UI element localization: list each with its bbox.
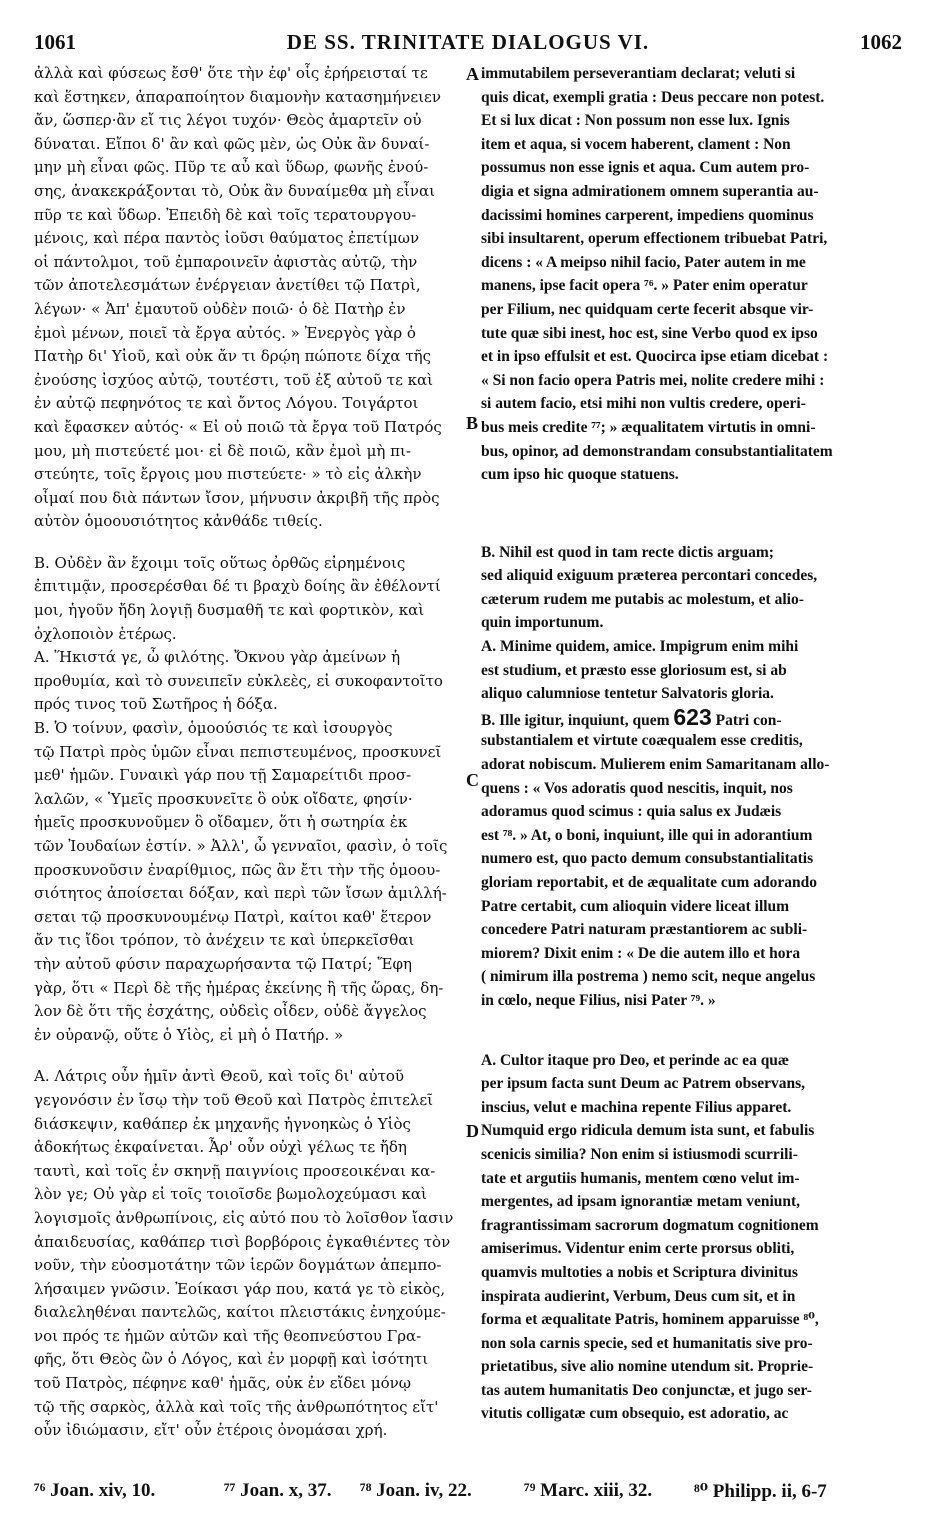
text-line: σιότητος ἀποίσεται δόξαν, καὶ περὶ τῶν ἴσων ἁμιλλή- [34, 884, 447, 903]
text-line: λαλῶν, « Ὑμεῖς προσκυνεῖτε ὃ οὐκ οἴδατε, φησίν· [34, 789, 413, 808]
text-line: inscius, velut e machina repente Filius apparet. [481, 1098, 792, 1116]
text-line: fragrantissimam sacrorum dogmatum cognitionem [481, 1216, 819, 1234]
text-line: adorat nobiscum. Mulierem enim Samaritanam allo- [481, 756, 830, 774]
text-line: στεύητε, τοῖς ἔργοις μου πιστεύετε· » τὸ εἰς ἀλκὴν [34, 465, 422, 484]
text-line: ἄν, ὥσπερ·ἂν εἴ τις λέγοι τυχόν· Θεὸς ἁμαρτεῖν οὐ [34, 111, 422, 130]
text-line: sed aliquid exiguum præterea percontari concedes, [481, 567, 818, 585]
text-line: καὶ ἕστηκεν, ἀπαραποίητον διαμονὴν κατασημήνειεν [34, 87, 441, 106]
text-line: quin importunum. [481, 614, 604, 632]
text-line: prietatibus, sive alio nomine utendum sit. Proprie- [481, 1358, 814, 1376]
text-line: σεται τῷ προσκυνουμένῳ Πατρὶ, καίτοι καθ' ἕτερον [34, 907, 432, 926]
text-line: est ⁷⁸. » At, o boni, inquiunt, ille qui in adorantium [481, 826, 813, 844]
text-line: τοῦ Πατρὸς, πέφηνε καθ' ἡμᾶς, οὐκ ἐν εἴδει μόνῳ [34, 1374, 411, 1393]
page-header [34, 30, 902, 60]
text-line: οὖν ἰδιώμασιν, εἴτ' οὖν ἑτέροις ὀνομάσαι χρή. [34, 1421, 388, 1440]
text-line: ἐν οὐρανῷ, οὔτε ὁ Υἱὸς, εἰ μὴ ὁ Πατήρ. » [34, 1025, 344, 1044]
text-line: non sola carnis specie, sed et humanitatis sive pro- [481, 1334, 813, 1352]
text-line: Πατὴρ δι' Υἱοῦ, καὶ οὐκ ἄν τι δρῴη πώποτε δίχα τῆς [34, 347, 432, 366]
text-line: νοι πρός τε ἡμῶν αὐτῶν καὶ τῆς θεοπνεύστου Γρα- [34, 1326, 422, 1345]
text-line: αὐτὸν ὁμοουσιότητος κἀνθάδε τιθείς. [34, 512, 323, 531]
text-line: in cœlo, neque Filius, nisi Pater ⁷⁹. » [481, 991, 716, 1009]
margin-letter-a: A [466, 64, 479, 84]
paragraph-gap [34, 1047, 466, 1065]
text-line: μοι, ἡγοῦν ἤδη λογιῇ δυσμαθῆ τε καὶ φορτικὸν, καὶ [34, 601, 425, 620]
text-line: λογισμοῖς ἀνθρωπίνοις, εἰς αὐτό που τὸ λοῖσθον ἴασιν [34, 1208, 454, 1227]
text-line: μην μὴ εἶναι φῶς. Πῦρ τε αὖ καὶ ὕδωρ, φωνῆς ἐνού- [34, 158, 429, 177]
text-line: cæterum rudem me putabis ac molestum, et alio- [481, 590, 804, 608]
text-line: si autem facio, etsi mihi non vultis credere, operi- [481, 395, 806, 413]
text-line: substantialem et virtute coæqualem esse creditis, [481, 732, 803, 750]
text-line: μου, μὴ πιστεύετέ μοι· εἰ δὲ ποιῶ, κἂν ἐμοὶ μὴ πι- [34, 441, 411, 460]
text-line: immutabilem perseverantiam declarat; veluti si [481, 65, 796, 82]
text-line: cum ipso hic quoque statuens. [481, 466, 679, 484]
text-line: per Filium, nec quidquam certe fecerit absque vir- [481, 300, 814, 318]
text-line: B. Ὁ τοίνυν, φασὶν, ὁμοούσιός τε καὶ ἰσουργὸς [34, 719, 393, 738]
page-number-left: 1061 [34, 30, 76, 54]
text-line: λον δὲ ὅτι τῆς ἐσχάτης, οὐδεὶς οἶδεν, οὐδὲ ἄγγελος [34, 1002, 427, 1021]
text-line: gloriam reportabit, et de æqualitate cum adorando [481, 874, 817, 891]
text-line: quens : « Vos adoratis quod nescitis, inquit, nos [481, 779, 793, 797]
text-line: forma et æqualitate Patris, hominem apparuisse ⁸⁰, [481, 1311, 819, 1329]
text-line: νοῦν, τὴν εὐοσμοτάτην τῶν ἱερῶν δογμάτων ἀπεμπο- [34, 1256, 442, 1275]
text-line: et in ipso effulsit et est. Quocirca ipse etiam dicebat : [481, 348, 829, 366]
text-line: adoramus quod scimus : quia salus ex Judæis [481, 803, 782, 821]
running-title: DE SS. TRINITATE DIALOGUS VI. [286, 30, 650, 54]
text-line: A. Λάτρις οὖν ἡμῖν ἀντὶ Θεοῦ, καὶ τοῖς δι' αὐτοῦ [34, 1067, 405, 1086]
page-number-right: 1062 [860, 30, 902, 54]
paragraph-gap [481, 1013, 902, 1031]
text-line: οἶμαί που διὰ πάντων ἴσον, μήνυσιν ἀκριβῆ τῆς πρὸς [34, 488, 440, 507]
text-line: bus, opinor, ad demonstrandam consubstantialitatem [481, 442, 833, 460]
text-line: λήσαιμεν γνῶσιν. Ἐοίκασι γάρ που, κατά γε τὸ εἰκὸς, [34, 1279, 446, 1298]
text-line: mergentes, ad ipsam ignorantiæ metam veniunt, [481, 1193, 801, 1211]
text-line: τῷ Πατρὶ πρὸς ὑμῶν εἶναι πεπιστευμένος, προσκυνεῖ [34, 742, 442, 761]
text-line: Numquid ergo ridicula demum ista sunt, et fabulis [481, 1122, 815, 1140]
text-line: scenicis similia? Non enim si istiusmodi scurrili- [481, 1145, 798, 1163]
text-line: πῦρ τε καὶ ὕδωρ. Ἐπειδὴ δὲ καὶ τοῖς τερατουργου- [34, 205, 417, 224]
text-line: A. Minime quidem, amice. Impigrum enim mihi [481, 638, 799, 656]
text-line: inspirata audierint, Verbum, Deus cum sit, et in [481, 1287, 796, 1305]
greek-text-column [34, 62, 466, 1443]
paragraph-gap [34, 534, 466, 552]
text-line: B. Ille igitur, inquiunt, quem 623 Patri con- [481, 703, 782, 730]
footnote: ⁷⁸ Joan. iv, 22. [360, 1480, 472, 1501]
text-line: μεθ' ἡμῶν. Γυναικὶ γάρ που τῇ Σαμαρείτιδι προσ- [34, 766, 412, 785]
text-line: λὸν γε; Οὐ γὰρ εἰ τοῖς τοιοῖσδε βωμολοχεύμασι καὶ [34, 1185, 427, 1204]
text-line: σης, ἀνακεκράξονται τὸ, Οὐκ ἂν δυναίμεθα μὴ εἶναι [34, 181, 435, 200]
text-line: καὶ ἔφασκεν αὐτός· « Εἰ οὐ ποιῶ τὰ ἔργα τοῦ Πατρός [34, 417, 442, 436]
paragraph-gap [481, 505, 902, 523]
text-line: προσκυνοῦσιν ἐναρίθμιος, πῶς ἂν ἔτι τὴν τῆς ὁμοου- [34, 860, 441, 879]
text-line: φῆς, ὅτι Θεὸς ὢν ὁ Λόγος, καὶ ἐν μορφῇ καὶ ἰσότητι [34, 1350, 429, 1369]
text-line: B. Οὐδὲν ἂν ἔχοιμι τοῖς οὕτως ὀρθῶς εἰρημένοις [34, 553, 406, 572]
margin-letter-c: C [466, 770, 479, 790]
text-line: γεγονόσιν ἐν ἴσῳ τὴν τοῦ Θεοῦ καὶ Πατρὸς ἐπιτελεῖ [34, 1090, 434, 1109]
paragraph-gap [481, 523, 902, 541]
text-line: ἐνούσης ἰσχύος αὐτῷ, τουτέστι, τοῦ ἐξ αὐτοῦ τε καὶ [34, 370, 434, 389]
text-line: concedere Patri naturam præstantiorem ac subli- [481, 921, 808, 939]
text-line: A. Ἥκιστά γε, ὦ φιλότης. Ὄκνου γὰρ ἀμείνων ἡ [34, 648, 401, 667]
text-line: ( nimirum illa postrema ) nemo scit, neque angelus [481, 968, 816, 986]
text-line: ἀδοκήτως ἐκφαίνεται. Ἆρ' οὖν οὐχὶ γέλως τε ἤδη [34, 1138, 407, 1157]
latin-text-column [481, 62, 902, 1426]
text-line: τὴν αὐτοῦ φύσιν παραχωρήσαντα τῷ Πατρί; Ἔφη [34, 954, 412, 973]
text-line: digia et signa admirationem omnem superantia au- [481, 182, 819, 200]
text-line: dicens : « A meipso nihil facio, Pater autem in me [481, 253, 806, 271]
text-line: aliquo calumniose tentetur Salvatoris gloria. [481, 685, 774, 703]
text-line: ἀλλὰ καὶ φύσεως ἔσθ' ὅτε τὴν ἐφ' οἷς ἐρήρεισταί τε [34, 64, 428, 82]
footnote: ⁸⁰ Philipp. ii, 6-7 [694, 1481, 827, 1502]
paragraph-gap [481, 487, 902, 505]
text-line: amiserimus. Videntur enim certe prorsus obliti, [481, 1240, 795, 1258]
text-line: τῷ τῆς σαρκὸς, ἀλλὰ καὶ τοῖς τῆς ἀνθρωπότητος εἴτ' [34, 1397, 439, 1416]
text-line: ταυτὶ, καὶ τοῖς ἐν σκηνῇ παιγνίοις προσεοικέναι κα- [34, 1161, 436, 1180]
text-line: λέγων· « Ἀπ' ἐμαυτοῦ οὐδὲν ποιῶ· ὁ δὲ Πατὴρ ἐν [34, 299, 406, 318]
text-line: possumus non esse ignis et aqua. Cum autem pro- [481, 159, 810, 177]
text-line: οἱ πάντολμοι, τοῦ ἐμπαροινεῖν ἀφιστὰς αὐτῷ, τὴν [34, 252, 418, 271]
text-line: ἀπαιδευσίας, καθάπερ τισὶ βορβόροις ἐγκαθιέντες τὸν [34, 1232, 451, 1251]
margin-letter-b: B [466, 413, 479, 433]
text-line: sibi insultarent, operum effectionem tribuebat Patri, [481, 230, 828, 248]
text-line: tas autem humanitatis Deo conjunctæ, et jugo ser- [481, 1381, 812, 1399]
text-line: dacissimi homines carperent, impediens quominus [481, 206, 814, 224]
text-line: διαλεληθέναι παντελῶς, καίτοι πλειστάκις ἐνηχούμε- [34, 1303, 446, 1322]
text-line: Et si lux dicat : Non possum non esse lux. Ignis [481, 112, 790, 130]
text-line: ἐπιτιμᾷν, προσερέσθαι δέ τι βραχὺ δοίης ἂν ἐθέλοντί [34, 577, 441, 596]
text-line: ἄν τις ἴδοι τρόπον, τὸ ἀνέχειν τε καὶ ὑπερκεῖσθαι [34, 931, 415, 950]
text-line: ὀχλοποιὸν ἑτέρως. [34, 624, 177, 643]
text-line: μένοις, καὶ πέρα παντὸς ἰοῦσι θαύματος ἐπετίμων [34, 229, 420, 248]
text-line: numero est, quo pacto demum consubstantialitatis [481, 850, 814, 868]
footnote: ⁷⁷ Joan. x, 37. [224, 1480, 332, 1501]
footnote: ⁷⁶ Joan. xiv, 10. [34, 1480, 156, 1501]
text-line: miorem? Dixit enim : « De die autem illo et hora [481, 944, 801, 962]
text-line: tate et argutiis humanis, mentem cœno velut im- [481, 1169, 800, 1187]
text-line: ἡμεῖς προσκυνοῦμεν ὃ οἴδαμεν, ὅτι ἡ σωτηρία ἐκ [34, 813, 408, 832]
text-line: item et aqua, si vocem haberent, clament : Non [481, 135, 791, 153]
text-line: δύναται. Εἴποι δ' ἂν καὶ φῶς μὲν, ὡς Οὐκ ἂν δυναί- [34, 134, 430, 153]
column-number: 623 [673, 703, 712, 730]
text-line: « Si non facio opera Patris mei, nolite credere mihi : [481, 371, 825, 389]
text-line: ἐμοὶ μένων, ποιεῖ τὰ ἔργα αὐτός. » Ἐνεργὸς γὰρ ὁ [34, 323, 416, 342]
text-line: διάσκεψιν, καθάπερ ἐκ μηχανῆς ἠγνοηκὼς ὁ Υἱὸς [34, 1114, 411, 1133]
text-line: τῶν ἀποτελεσμάτων ἐνέργειαν ἀνετίθει τῷ Πατρὶ, [34, 276, 421, 295]
text-line: manens, ipse facit opera ⁷⁶. » Pater enim operatur [481, 277, 808, 295]
text-line: B. Nihil est quod in tam recte dictis arguam; [481, 543, 774, 561]
text-line: quis dicat, exempli gratia : Deus peccare non potest. [481, 88, 825, 106]
text-line: quamvis multoties a nobis et Scriptura divinitus [481, 1263, 798, 1281]
text-line: A. Cultor itaque pro Deo, et perinde ac ea quæ [481, 1051, 790, 1069]
text-line: est studium, et præsto esse gloriosum est, si ab [481, 661, 787, 679]
text-line: tute quæ sibi inest, hoc est, sine Verbo quod ex ipso [481, 324, 818, 342]
text-line: προθυμία, καὶ τὸ συνειπεῖν εὐκλεὲς, εἰ συκοφαντοῖτο [34, 671, 443, 690]
text-line: γὰρ, ὅτι « Περὶ δὲ τῆς ἡμέρας ἐκείνης ἢ τῆς ὥρας, δη- [34, 978, 444, 997]
text-line: vitutis colligatæ cum obsequio, est adoratio, ac [481, 1405, 789, 1423]
paragraph-gap [481, 1031, 902, 1049]
text-line: Patre certabit, cum alioquin videre liceat illum [481, 897, 790, 915]
text-line: ἐν αὐτῷ πεφηνότος τε καὶ ὄντος Λόγου. Τοιγάρτοι [34, 394, 419, 413]
footnote: ⁷⁹ Marc. xiii, 32. [524, 1480, 653, 1501]
text-line: bus meis credite ⁷⁷; » æqualitatem virtutis in omni- [481, 418, 816, 436]
text-line: πρός τινος τοῦ Σωτῆρος ἡ δόξα. [34, 695, 278, 714]
margin-letter-d: D [466, 1121, 479, 1141]
text-line: per ipsum facta sunt Deum ac Patrem observans, [481, 1075, 806, 1093]
text-line: τῶν Ἰουδαίων ἐστίν. » Ἀλλ', ὦ γενναῖοι, φασὶν, ὁ τοῖς [34, 837, 448, 855]
